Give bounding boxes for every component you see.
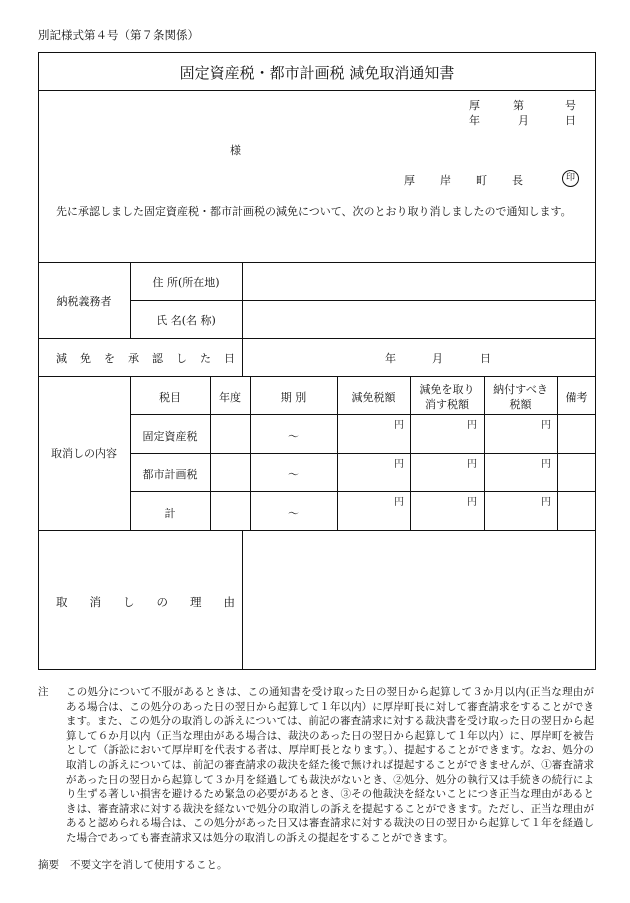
- col-header-period: 期 別: [280, 391, 307, 404]
- rule-table-head: [130, 414, 596, 415]
- row-unit-reduced: 円: [394, 459, 404, 470]
- date-day: 日: [565, 114, 576, 127]
- row-tax-name: 計: [164, 507, 176, 520]
- row-period: 〜: [288, 430, 299, 443]
- address-value[interactable]: [250, 274, 590, 294]
- document-title: 固定資産税・都市計画税 減免取消通知書: [179, 64, 455, 82]
- col-header-tax: 税目: [159, 391, 181, 404]
- taxpayer-label: 納税義務者: [56, 295, 112, 308]
- row-unit-cancelled: 円: [467, 497, 477, 508]
- col-header-year: 年度: [219, 391, 241, 404]
- sender-char-2: 岸: [440, 174, 451, 187]
- row-period: 〜: [288, 507, 299, 520]
- row-unit-reduced: 円: [394, 497, 404, 508]
- rule-taxpayer: [38, 338, 596, 339]
- name-value[interactable]: [250, 312, 590, 332]
- row-unit-payable: 円: [541, 459, 551, 470]
- row-unit-cancelled: 円: [467, 420, 477, 431]
- addressee-suffix: 様: [230, 144, 241, 157]
- sender-char-4: 長: [512, 174, 523, 187]
- approval-year: 年: [385, 352, 396, 365]
- col-header-reduced: 減免税額: [351, 391, 396, 404]
- note-label: 注: [38, 686, 49, 698]
- rule-taxpayer-mid: [130, 300, 596, 301]
- col-header-cancelled-2: 消す税額: [425, 398, 469, 411]
- rule-row2: [130, 491, 596, 492]
- row-unit-payable: 円: [541, 497, 551, 508]
- date-month: 月: [518, 114, 529, 127]
- note-text: この処分について不服があるときは、この通知書を受け取った日の翌日から起算して３か月以内(正当な理由がある場合は、この処分のあった日の翌日から起算して１年以内）に厚岸町長に対して審査請求をすることができます。また、この処分の取消しの訴えについては、前記の審査請求に対する裁決書を受け取った日の翌日から起算して６か月以内（正当な理由がある場合は、裁決のあった日の翌日から起算して１年以内）に、厚岸町を被告として（訴訟において厚岸町を代表する者は、厚岸町長となります。）、提起することができます。なお、処分の取消しの訴えについては、前記の審査請求の裁決を経た後で無ければ提起することができませんが、①審査請求があった日の翌日から起算して３か月を経過しても裁決がないとき、②処分、処分の執行又は手続きの続行により生ずる著しい損害を避けるため緊急の必要があるとき、③その他裁決を経ないことにつき正当な理由があるときは、審査請求に対する裁決を経ないで処分の取消しの訴えを提起することができます。ただし、正当な理由があると認められる場合は、この処分があった日又は審査請求に対する裁決の日の翌日から起算して１年を経過した場合であっても審査請求又は処分の取消しの訴えの提起をすることができます。: [66, 686, 594, 844]
- col-header-payable-1: 納付すべき: [493, 383, 548, 396]
- address-label: 住 所(所在地): [152, 276, 220, 289]
- col-header-cancelled-1: 減免を取り: [419, 383, 475, 396]
- form-id: 別記様式第４号（第７条関係）: [38, 28, 199, 42]
- rule-header: [38, 262, 596, 263]
- date-year: 年: [469, 114, 480, 127]
- sender-char-3: 町: [476, 174, 487, 187]
- approval-date-label: 減免を承認した日: [56, 352, 248, 365]
- name-label: 氏 名(名 称): [156, 314, 216, 327]
- number-prefix: 厚: [469, 99, 480, 112]
- seal-mark: 印: [562, 170, 579, 187]
- rule-title: [38, 90, 596, 91]
- col-header-remarks: 備考: [565, 391, 588, 404]
- cancellation-label: 取消しの内容: [51, 447, 117, 460]
- sender-char-1: 厚: [404, 174, 415, 187]
- reason-value[interactable]: [250, 540, 590, 660]
- row-period: 〜: [288, 468, 299, 481]
- row-unit-cancelled: 円: [467, 459, 477, 470]
- number-dai: 第: [513, 99, 524, 112]
- reason-label: 取消しの理由: [56, 595, 257, 609]
- row-unit-reduced: 円: [394, 420, 404, 431]
- rule-cancel: [38, 530, 596, 531]
- row-unit-payable: 円: [541, 420, 551, 431]
- col-header-payable-2: 税額: [509, 398, 532, 411]
- row-tax-name: 固定資産税: [142, 430, 198, 443]
- row-tax-name: 都市計画税: [142, 468, 198, 481]
- summary-label: 摘要: [38, 859, 59, 871]
- number-go: 号: [565, 99, 576, 112]
- rule-approval: [38, 376, 596, 377]
- summary-text: 不要文字を消して使用すること。: [70, 859, 228, 871]
- rule-row1: [130, 453, 596, 454]
- approval-day: 日: [480, 352, 491, 365]
- intro-text: 先に承認しました固定資産税・都市計画税の減免について、次のとおり取り消しましたので通知します。: [56, 205, 572, 218]
- approval-month: 月: [432, 352, 443, 365]
